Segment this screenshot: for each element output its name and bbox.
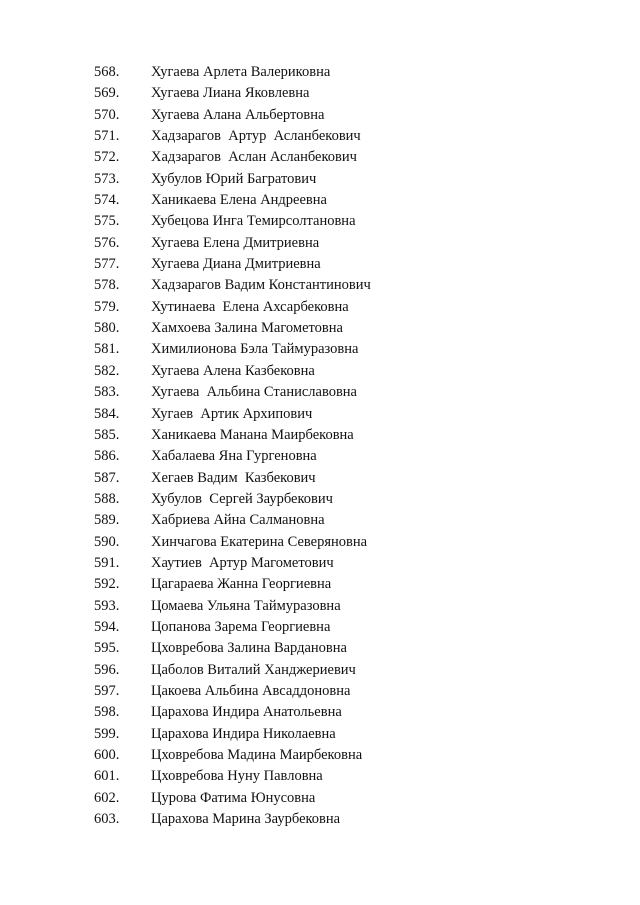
entry-name: Цховребова Мадина Маирбековна (151, 747, 363, 763)
entry-number: 597. (94, 682, 120, 699)
entry-name: Хубулов Юрий Багратович (151, 170, 317, 187)
entry-name: Хаутиев Артур Магометович (151, 554, 334, 571)
entry-name: Ханикаева Манана Маирбековна (151, 426, 354, 443)
entry-number: 589. (94, 512, 120, 529)
entry-number: 599. (94, 725, 120, 742)
entry-name: Царахова Индира Николаевна (151, 725, 336, 742)
entry-number: 581. (94, 341, 120, 358)
entry-name: Хугаева Алена Казбековна (151, 362, 315, 379)
entry-number: 574. (94, 192, 120, 209)
entry-number: 593. (94, 597, 120, 614)
entry-number: 587. (94, 469, 120, 486)
entry-number: 590. (94, 533, 120, 550)
entry-number: 591. (94, 554, 120, 571)
entry-name: Ханикаева Елена Андреевна (151, 192, 327, 209)
entry-name: Хугаева Елена Дмитриевна (151, 234, 320, 251)
entry-name: Царахова Марина Заурбековна (151, 811, 341, 828)
entry-number: 569. (94, 85, 120, 102)
entry-number: 582. (94, 362, 120, 379)
entry-number: 602. (94, 789, 120, 806)
entry-name: Хамхоева Залина Магометовна (151, 320, 343, 337)
entry-number: 575. (94, 213, 120, 230)
entry-name: Цомаева Ульяна Таймуразовна (151, 597, 341, 614)
entry-number: 580. (94, 320, 120, 337)
entry-name: Хубулов Сергей Заурбекович (151, 490, 333, 507)
entry-number: 596. (94, 661, 120, 678)
entry-name: Цопанова Зарема Георгиевна (151, 618, 331, 635)
entry-number: 598. (94, 704, 120, 721)
entry-name: Хегаев Вадим Казбекович (151, 469, 316, 486)
entry-name: Хугаева Алана Альбертовна (151, 106, 325, 123)
entry-number: 594. (94, 618, 120, 635)
entry-number: 595. (94, 640, 120, 657)
entry-number: 585. (94, 426, 120, 443)
entry-name: Хадзарагов Аслан Асланбекович (151, 149, 357, 166)
entry-name: Цурова Фатима Юнусовна (151, 789, 316, 806)
entry-name: Цховребова Нуну Павловна (151, 768, 323, 785)
entry-number: 584. (94, 405, 120, 422)
entry-name: Царахова Индира Анатольевна (151, 704, 342, 721)
entry-name: Цаболов Виталий Ханджериевич (151, 661, 356, 678)
entry-number: 603. (94, 811, 120, 828)
entry-name: Химилионова Бэла Таймуразовна (151, 341, 359, 358)
entry-name: Хугаева Диана Дмитриевна (151, 256, 321, 273)
entry-number: 600. (94, 747, 120, 763)
entry-number: 577. (94, 256, 120, 273)
entry-name: Хубецова Инга Темирсолтановна (151, 213, 356, 230)
entry-number: 586. (94, 448, 120, 465)
entry-name: Хадзарагов Вадим Константинович (151, 277, 371, 294)
entry-name: Хугаев Артик Архипович (151, 405, 313, 422)
entry-number: 571. (94, 128, 120, 145)
entry-name: Цховребова Залина Вардановна (151, 640, 347, 657)
entry-name: Хабриева Айна Салмановна (151, 512, 325, 529)
entry-name: Цагараева Жанна Георгиевна (151, 576, 332, 593)
entry-name: Хабалаева Яна Гургеновна (151, 448, 317, 465)
entry-number: 570. (94, 106, 120, 123)
entry-name: Хугаева Лиана Яковлевна (151, 85, 310, 102)
entry-name: Хугаева Арлета Валериковна (151, 64, 331, 80)
entry-number: 573. (94, 170, 120, 187)
entry-name: Хутинаева Елена Ахсарбековна (151, 298, 349, 315)
entry-number: 578. (94, 277, 120, 294)
entry-name: Хугаева Альбина Станиславовна (151, 384, 357, 401)
entry-number: 588. (94, 490, 120, 507)
entry-number: 592. (94, 576, 120, 593)
entry-number: 568. (94, 64, 120, 80)
entry-number: 601. (94, 768, 120, 785)
entry-name: Хинчагова Екатерина Северяновна (151, 533, 368, 550)
entry-name: Хадзарагов Артур Асланбекович (151, 128, 361, 145)
entry-number: 576. (94, 234, 120, 251)
entry-name: Цакоева Альбина Авсаддоновна (151, 682, 351, 699)
entry-number: 572. (94, 149, 120, 166)
entry-number: 579. (94, 298, 120, 315)
entry-number: 583. (94, 384, 120, 401)
